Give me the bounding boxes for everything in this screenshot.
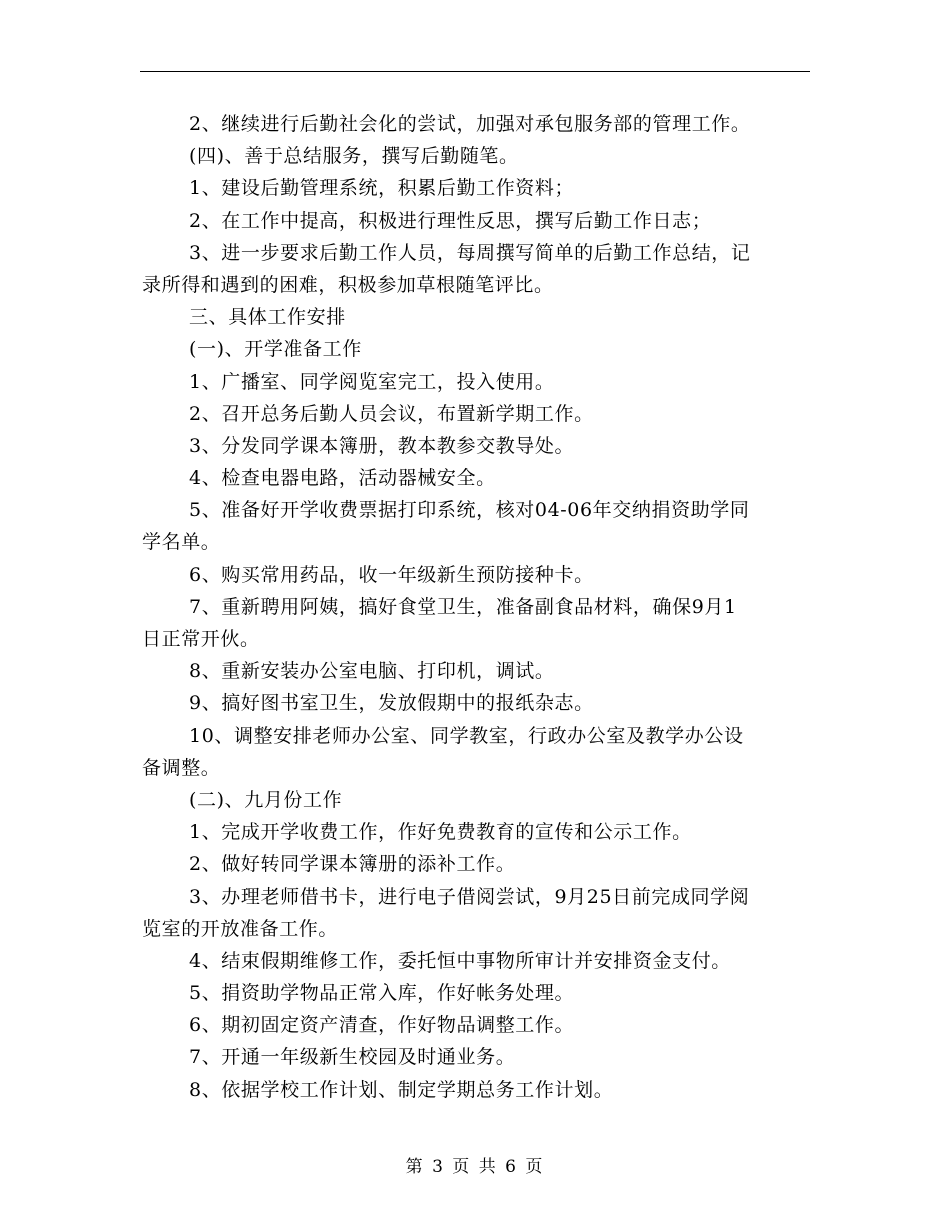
text-line: 2、在工作中提高，积极进行理性反思，撰写后勤工作日志； xyxy=(189,209,712,232)
text-line: 10、调整安排老师办公室、同学教室，行政办公室及教学办公设 xyxy=(189,724,744,747)
text-line: 9、搞好图书室卫生，发放假期中的报纸杂志。 xyxy=(189,692,594,715)
text-line: 8、重新安装办公室电脑、打印机，调试。 xyxy=(189,660,555,683)
text-line: 1、完成开学收费工作，作好免费教育的宣传和公示工作。 xyxy=(189,821,692,844)
text-line: 3、进一步要求后勤工作人员，每周撰写简单的后勤工作总结，记 xyxy=(189,241,751,264)
document-body xyxy=(142,108,810,1106)
text-line: 6、期初固定资产清查，作好物品调整工作。 xyxy=(189,1014,575,1037)
text-line: (二)、九月份工作 xyxy=(189,788,343,811)
text-line: 2、继续进行后勤社会化的尝试，加强对承包服务部的管理工作。 xyxy=(189,113,751,135)
text-line: 6、购买常用药品，收一年级新生预防接种卡。 xyxy=(189,563,594,586)
text-line: 览室的开放准备工作。 xyxy=(142,917,339,940)
text-line: (四)、善于总结服务，撰写后勤随笔。 xyxy=(189,145,519,168)
text-line: 备调整。 xyxy=(142,756,221,779)
text-line: 1、建设后勤管理系统，积累后勤工作资料； xyxy=(189,177,575,200)
text-line: 5、捐资助学物品正常入库，作好帐务处理。 xyxy=(189,982,575,1005)
text-line: 录所得和遇到的困难，积极参加草根随笔评比。 xyxy=(142,273,554,296)
page-number: 第 3 页 共 6 页 xyxy=(405,1157,545,1177)
text-line: (一)、开学准备工作 xyxy=(189,338,362,361)
text-line: 7、开通一年级新生校园及时通业务。 xyxy=(189,1046,516,1069)
text-line: 三、具体工作安排 xyxy=(189,306,346,329)
text-line: 4、检查电器电路，活动器械安全。 xyxy=(189,467,496,490)
text-line: 2、做好转同学课本簿册的添补工作。 xyxy=(189,853,516,876)
text-line: 1、广播室、同学阅览室完工，投入使用。 xyxy=(189,370,555,393)
text-line: 2、召开总务后勤人员会议，布置新学期工作。 xyxy=(189,402,594,425)
text-line: 日正常开伙。 xyxy=(142,628,260,650)
text-line: 8、依据学校工作计划、制定学期总务工作计划。 xyxy=(189,1078,614,1101)
text-line: 7、重新聘用阿姨，搞好食堂卫生，准备副食品材料，确保9月1 xyxy=(189,595,737,618)
text-line: 学名单。 xyxy=(142,531,221,554)
text-line: 3、办理老师借书卡，进行电子借阅尝试，9月25日前完成同学阅 xyxy=(189,885,750,908)
text-line: 5、准备好开学收费票据打印系统，核对04-06年交纳捐资助学同 xyxy=(189,499,750,522)
header-rule xyxy=(140,71,810,72)
text-line: 4、结束假期维修工作，委托恒中事物所审计并安排资金支付。 xyxy=(189,949,731,972)
text-line: 3、分发同学课本簿册，教本教参交教导处。 xyxy=(189,434,575,457)
